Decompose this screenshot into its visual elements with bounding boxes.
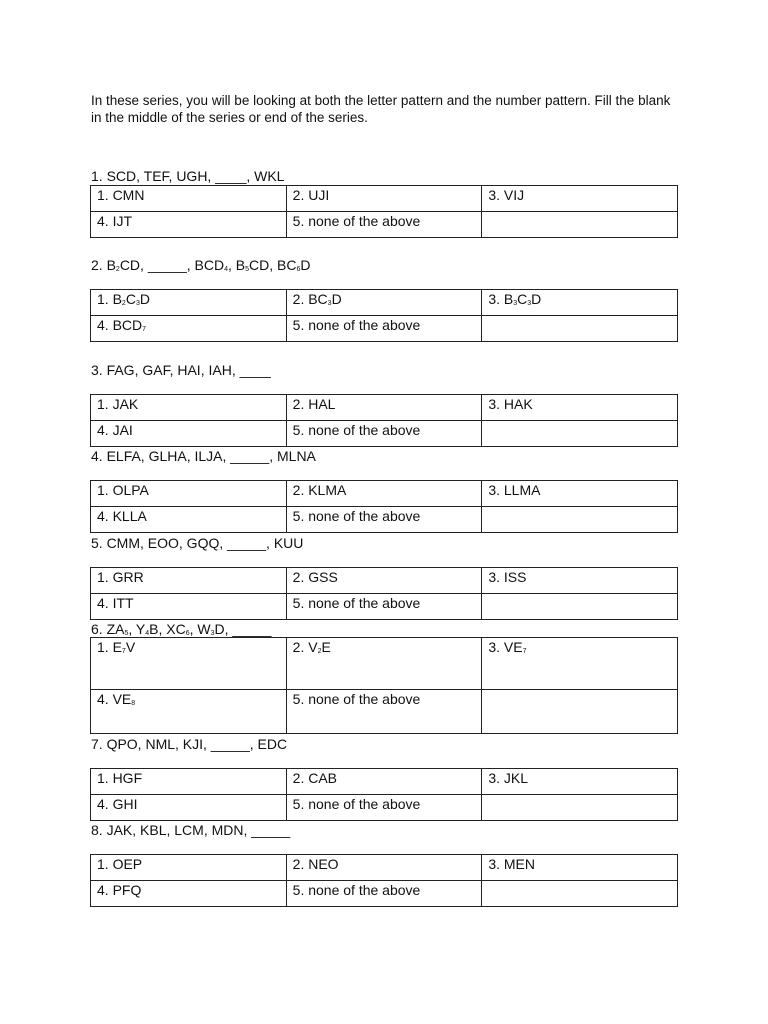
q4-option-2[interactable]: 2. KLMA <box>286 481 482 507</box>
q4-empty-cell <box>482 507 678 533</box>
question-1-options <box>90 185 678 238</box>
q1-option-3[interactable]: 3. VIJ <box>482 186 678 212</box>
subscript: 2 <box>115 266 120 273</box>
q6-option-3[interactable]: 3. $VE_7$ <box>482 638 678 690</box>
q6-option-5[interactable]: 5. none of the above <box>286 690 482 734</box>
q5-option-1[interactable]: 1. GRR <box>91 568 287 594</box>
subscript: 2 <box>317 648 322 655</box>
q1-option-1[interactable]: 1. CMN <box>91 186 287 212</box>
question-2-prompt: 2. $B_2CD$, _____, $BCD_4$, $B_5CD$, $BC_6D$ <box>91 257 311 273</box>
q3-option-5[interactable]: 5. none of the above <box>286 421 482 447</box>
question-3-prompt: 3. FAG, GAF, HAI, IAH, ____ <box>91 362 271 378</box>
q7-empty-cell <box>482 795 678 821</box>
q3-option-2[interactable]: 2. HAL <box>286 395 482 421</box>
subscript: 5 <box>124 630 129 637</box>
q7-option-1[interactable]: 1. HGF <box>91 769 287 795</box>
instructions: In these series, you will be looking at both the letter pattern and the number pattern. Fill the blank in the middle of the series or end of the series. <box>91 93 671 125</box>
q4-option-1[interactable]: 1. OLPA <box>91 481 287 507</box>
q6-option-4[interactable]: 4. $VE_8$ <box>91 690 287 734</box>
subscript: 5 <box>245 266 250 273</box>
question-8-prompt: 8. JAK, KBL, LCM, MDN, _____ <box>91 822 291 838</box>
q4-option-3[interactable]: 3. LLMA <box>482 481 678 507</box>
q7-option-2[interactable]: 2. CAB <box>286 769 482 795</box>
q5-option-2[interactable]: 2. GSS <box>286 568 482 594</box>
subscript: 2 <box>121 300 126 307</box>
subscript: 7 <box>522 648 527 655</box>
subscript: 6 <box>185 630 190 637</box>
q2-option-2[interactable]: 2. $BC_3D$ <box>286 290 482 316</box>
q8-option-3[interactable]: 3. MEN <box>482 855 678 881</box>
q8-option-1[interactable]: 1. OEP <box>91 855 287 881</box>
question-5-prompt: 5. CMM, EOO, GQQ, _____, KUU <box>91 535 304 551</box>
q1-empty-cell <box>482 212 678 238</box>
q8-option-5[interactable]: 5. none of the above <box>286 881 482 907</box>
question-6-prompt: 6. $ZA_5$, $Y_4B$, $XC_6$, $W_3D$, _____ <box>91 621 272 637</box>
q3-option-1[interactable]: 1. JAK <box>91 395 287 421</box>
q2-option-5[interactable]: 5. none of the above <box>286 316 482 342</box>
subscript: 3 <box>527 300 532 307</box>
q5-empty-cell <box>482 594 678 620</box>
question-3-options <box>90 394 678 447</box>
q5-option-4[interactable]: 4. ITT <box>91 594 287 620</box>
subscript: 4 <box>145 630 150 637</box>
q2-option-4[interactable]: 4. $BCD_7$ <box>91 316 287 342</box>
q7-option-5[interactable]: 5. none of the above <box>286 795 482 821</box>
q6-option-2[interactable]: 2. $V_2E$ <box>286 638 482 690</box>
subscript: 8 <box>131 700 136 707</box>
q8-option-2[interactable]: 2. NEO <box>286 855 482 881</box>
q4-option-4[interactable]: 4. KLLA <box>91 507 287 533</box>
q5-option-5[interactable]: 5. none of the above <box>286 594 482 620</box>
q2-empty-cell <box>482 316 678 342</box>
subscript: 7 <box>142 326 147 333</box>
subscript: 3 <box>135 300 140 307</box>
subscript: 7 <box>121 648 126 655</box>
question-7-prompt: 7. QPO, NML, KJI, _____, EDC <box>91 736 288 752</box>
q4-option-5[interactable]: 5. none of the above <box>286 507 482 533</box>
q6-option-1[interactable]: 1. $E_7V$ <box>91 638 287 690</box>
question-4-options <box>90 480 678 533</box>
subscript: 3 <box>513 300 518 307</box>
question-7-options <box>90 768 678 821</box>
question-4-prompt: 4. ELFA, GLHA, ILJA, _____, MLNA <box>91 448 316 464</box>
q7-option-4[interactable]: 4. GHI <box>91 795 287 821</box>
subscript: 6 <box>296 266 301 273</box>
q1-option-2[interactable]: 2. UJI <box>286 186 482 212</box>
q7-option-3[interactable]: 3. JKL <box>482 769 678 795</box>
question-5-options <box>90 567 678 620</box>
q1-option-4[interactable]: 4. IJT <box>91 212 287 238</box>
q3-empty-cell <box>482 421 678 447</box>
question-6-options <box>90 637 678 734</box>
subscript: 4 <box>224 266 228 273</box>
q8-empty-cell <box>482 881 678 907</box>
q1-option-5[interactable]: 5. none of the above <box>286 212 482 238</box>
question-8-options <box>90 854 678 907</box>
q6-empty-cell <box>482 690 678 734</box>
q8-option-4[interactable]: 4. PFQ <box>91 881 287 907</box>
q5-option-3[interactable]: 3. ISS <box>482 568 678 594</box>
subscript: 3 <box>210 630 215 637</box>
q2-option-3[interactable]: 3. $B_3C_3D$ <box>482 290 678 316</box>
subscript: 3 <box>327 300 332 307</box>
q2-option-1[interactable]: 1. $B_2C_3D$ <box>91 290 287 316</box>
q3-option-3[interactable]: 3. HAK <box>482 395 678 421</box>
q3-option-4[interactable]: 4. JAI <box>91 421 287 447</box>
question-2-options <box>90 289 678 342</box>
question-1-prompt: 1. SCD, TEF, UGH, ____, WKL <box>91 168 285 184</box>
